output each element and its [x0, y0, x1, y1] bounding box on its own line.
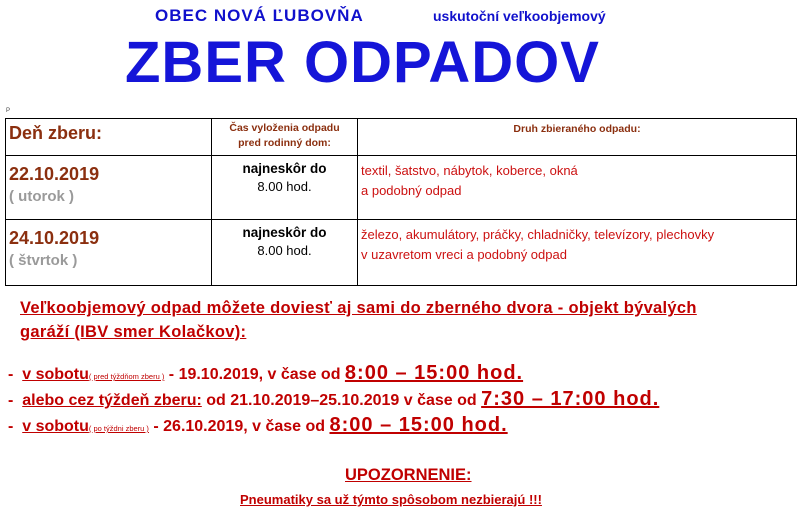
collection-schedule-table: [5, 118, 797, 286]
time-value: 8.00 hod.: [257, 179, 312, 194]
cell-time: [212, 156, 358, 220]
schedule-lead: v sobotu: [22, 366, 89, 383]
cell-waste-type: [358, 156, 797, 220]
col-header-time-line1: Čas vyloženia odpadu: [229, 122, 340, 134]
schedule-text: od 21.10.2019–25.10.2019 v čase od: [201, 392, 482, 409]
tiny-mark: P: [6, 108, 11, 114]
bullet: -: [8, 366, 14, 383]
schedule-text: - 19.10.2019, v čase od: [164, 366, 345, 383]
schedule-note: ( pred týždňom zberu ): [88, 372, 165, 381]
schedule-line: [8, 362, 523, 385]
schedule-line: [8, 388, 659, 411]
info-line2: garáží (IBV smer Kolačkov):: [20, 323, 247, 341]
col-header-time: [212, 119, 358, 156]
time-label: najneskôr do: [242, 225, 327, 240]
schedule-hours: 8:00 – 15:00 hod.: [329, 414, 508, 436]
schedule-line: [8, 414, 508, 437]
time-value: 8.00 hod.: [257, 243, 312, 258]
cell-day: [6, 156, 212, 220]
schedule-text: - 26.10.2019, v čase od: [148, 418, 330, 435]
waste-line2: a podobný odpad: [361, 183, 462, 198]
schedule-hours: 8:00 – 15:00 hod.: [344, 362, 524, 384]
schedule-hours: 7:30 – 17:00 hod.: [481, 388, 660, 410]
collection-weekday: ( utorok ): [9, 188, 74, 205]
village-name: OBEC NOVÁ ĽUBOVŇA: [155, 6, 364, 25]
table-header-row: [6, 119, 797, 156]
waste-line2: v uzavretom vreci a podobný odpad: [361, 247, 567, 262]
collection-date: 22.10.2019: [9, 164, 100, 184]
table-row: [6, 220, 797, 286]
col-header-time-line2: pred rodinný dom:: [238, 137, 331, 149]
col-header-day: Deň zberu:: [6, 119, 212, 156]
notice-heading: UPOZORNENIE:: [345, 466, 472, 484]
schedule-note: ( po týždni zberu ): [88, 424, 149, 433]
cell-time: [212, 220, 358, 286]
cell-day: [6, 220, 212, 286]
table-row: [6, 156, 797, 220]
bullet: -: [8, 392, 14, 409]
schedule-lead: v sobotu: [22, 418, 89, 435]
info-line1: Veľkoobjemový odpad môžete doviesť aj sami do zberného dvora - objekt bývalých: [20, 299, 697, 317]
waste-line1: železo, akumulátory, práčky, chladničky, televízory, plechovky: [361, 227, 715, 242]
header-subtitle: uskutoční veľkoobjemový: [433, 8, 606, 24]
collection-weekday: ( štvrtok ): [9, 252, 78, 269]
waste-line1: textil, šatstvo, nábytok, koberce, okná: [361, 163, 578, 178]
waste-types: [361, 161, 796, 201]
col-header-type: Druh zbieraného odpadu:: [358, 119, 797, 156]
waste-types: [361, 225, 796, 265]
collection-date: 24.10.2019: [9, 228, 100, 248]
cell-waste-type: [358, 220, 797, 286]
notice-text: Pneumatiky sa už týmto spôsobom nezbierajú !!!: [240, 492, 542, 507]
bullet: -: [8, 418, 14, 435]
page-title: ZBER ODPADOV: [125, 30, 600, 95]
time-label: najneskôr do: [242, 161, 327, 176]
schedule-lead: alebo cez týždeň zberu:: [22, 392, 202, 409]
